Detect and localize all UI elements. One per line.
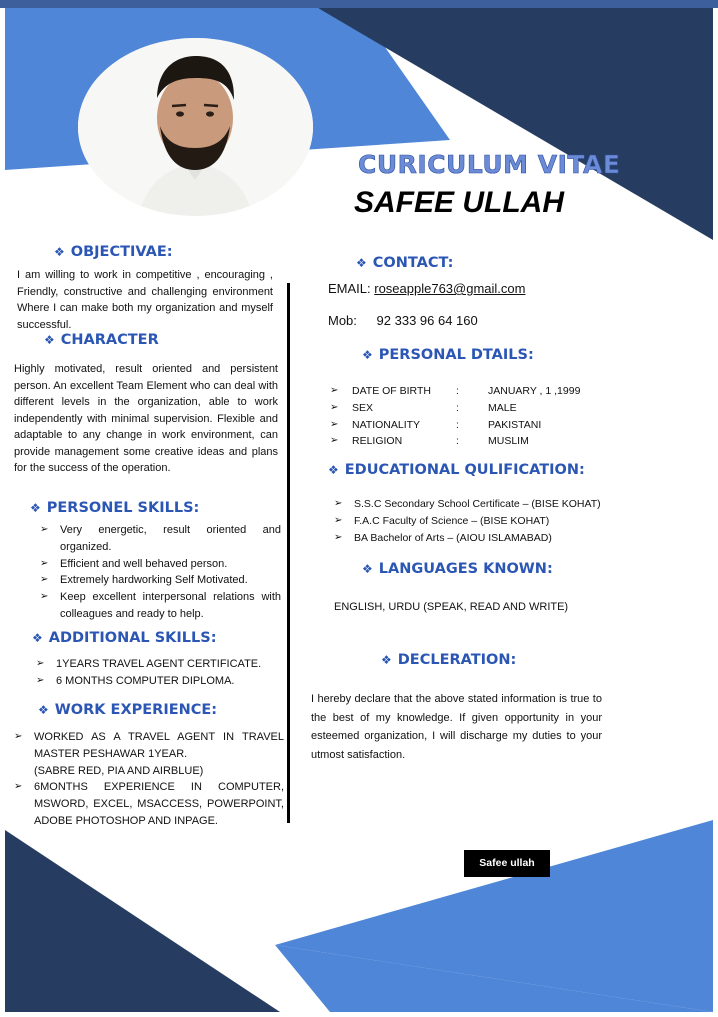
declaration-text: I hereby declare that the above stated information is true to the best of my knowledge. If given opportunity in your esteemed organization, I will discharge my duties to your utmost satisfaction. [311, 693, 602, 761]
objective-text: I am willing to work in competitive , encouraging , Friendly, constructive and challenging environment Where I can make both my organization and myself successful. [17, 269, 273, 331]
personal-details-heading: ❖ PERSONAL DTAILS: [362, 347, 534, 363]
diamond-bullet-icon: ❖ [44, 333, 55, 347]
list-item: ➢ BA Bachelor of Arts – (AIOU ISLAMABAD) [332, 530, 622, 547]
list-item: ➢ WORKED AS A TRAVEL AGENT IN TRAVEL MASTER PESHAWAR 1YEAR. (SABRE RED, PIA AND AIRBLUE) [14, 731, 284, 777]
contact-heading: ❖ CONTACT: [356, 255, 454, 271]
mobile-label: Mob: [328, 313, 357, 328]
list-item: ➢ S.S.C Secondary School Certificate – (BISE KOHAT) [332, 496, 622, 513]
list-item: ➢ Efficient and well behaved person. [38, 556, 281, 573]
languages-heading: ❖ LANGUAGES KNOWN: [362, 561, 553, 577]
character-text: Highly motivated, result oriented and persistent person. An excellent Team Element who can deal with different levels in the organization, able to work independently with minimal supervision. Flexible and adaptable to any change in work environment, can provide management some creative ideas and plans for the success of the operation. [14, 363, 278, 474]
table-row: ➢ DATE OF BIRTH : JANUARY , 1 ,1999 [330, 383, 610, 400]
personal-skills-heading: ❖ PERSONEL SKILLS: [30, 500, 200, 516]
email-link[interactable]: roseapple763@gmail.com [374, 281, 526, 296]
bottom-left-navy-shape [5, 830, 280, 1012]
diamond-bullet-icon: ❖ [356, 256, 367, 270]
mobile-row [328, 313, 478, 328]
arrow-bullet-icon: ➢ [334, 531, 343, 543]
list-item: ➢ F.A.C Faculty of Science – (BISE KOHAT) [332, 513, 622, 530]
email-row [328, 281, 525, 296]
table-row: ➢ SEX : MALE [330, 400, 610, 417]
cv-title: CURICULUM VITAE [358, 150, 621, 179]
personal-skills-list [38, 522, 281, 623]
work-experience-list [12, 729, 284, 830]
list-item: ➢ 6 MONTHS COMPUTER DIPLOMA. [34, 673, 279, 690]
diamond-bullet-icon: ❖ [30, 501, 41, 515]
languages-text: ENGLISH, URDU (SPEAK, READ AND WRITE) [334, 601, 569, 613]
character-heading: ❖ CHARACTER [44, 332, 159, 348]
arrow-bullet-icon: ➢ [330, 418, 339, 430]
profile-photo [78, 38, 313, 216]
list-item: ➢ 1YEARS TRAVEL AGENT CERTIFICATE. [34, 656, 279, 673]
arrow-bullet-icon: ➢ [330, 401, 339, 413]
column-divider [287, 283, 290, 823]
diamond-bullet-icon: ❖ [328, 463, 339, 477]
diamond-bullet-icon: ❖ [32, 631, 43, 645]
arrow-bullet-icon: ➢ [40, 524, 49, 535]
diamond-bullet-icon: ❖ [362, 348, 373, 362]
arrow-bullet-icon: ➢ [40, 557, 49, 569]
table-row: ➢ NATIONALITY : PAKISTANI [330, 417, 610, 434]
additional-skills-list [34, 656, 279, 690]
arrow-bullet-icon: ➢ [14, 781, 23, 793]
diamond-bullet-icon: ❖ [362, 562, 373, 576]
diamond-bullet-icon: ❖ [54, 245, 65, 259]
personal-details-table [330, 383, 610, 450]
arrow-bullet-icon: ➢ [40, 591, 49, 603]
work-experience-heading: ❖ WORK EXPERIENCE: [38, 702, 218, 718]
additional-skills-heading: ❖ ADDITIONAL SKILLS: [32, 630, 217, 646]
arrow-bullet-icon: ➢ [40, 574, 49, 586]
signature-box: Safee ullah [464, 850, 550, 877]
arrow-bullet-icon: ➢ [330, 385, 339, 396]
list-item: ➢ Very energetic, result oriented and organized. [40, 524, 281, 553]
list-item: ➢ Extremely hardworking Self Motivated. [38, 572, 281, 589]
arrow-bullet-icon: ➢ [330, 435, 339, 447]
education-heading: ❖ EDUCATIONAL QULIFICATION: [328, 462, 585, 478]
arrow-bullet-icon: ➢ [334, 514, 343, 526]
email-label: EMAIL: [328, 281, 371, 296]
list-item: ➢ Keep excellent interpersonal relations with colleagues and ready to help. [40, 591, 281, 620]
diamond-bullet-icon: ❖ [38, 703, 49, 717]
candidate-name: SAFEE ULLAH [354, 186, 564, 219]
arrow-bullet-icon: ➢ [14, 731, 23, 742]
declaration-heading: ❖ DECLERATION: [381, 652, 517, 668]
diamond-bullet-icon: ❖ [381, 653, 392, 667]
table-row: ➢ RELIGION : MUSLIM [330, 433, 610, 450]
arrow-bullet-icon: ➢ [334, 498, 343, 509]
education-list [332, 496, 622, 546]
arrow-bullet-icon: ➢ [36, 674, 45, 686]
objective-heading: ❖ OBJECTIVAE: [54, 244, 173, 260]
list-item: ➢ 6MONTHS EXPERIENCE IN COMPUTER, MSWORD, EXCEL, MSACCESS, POWERPOINT, ADOBE PHOTOSHOP AND INPAGE. [14, 781, 284, 827]
top-strip [0, 0, 718, 8]
mobile-number: 92 333 96 64 160 [376, 313, 478, 328]
arrow-bullet-icon: ➢ [36, 658, 45, 669]
